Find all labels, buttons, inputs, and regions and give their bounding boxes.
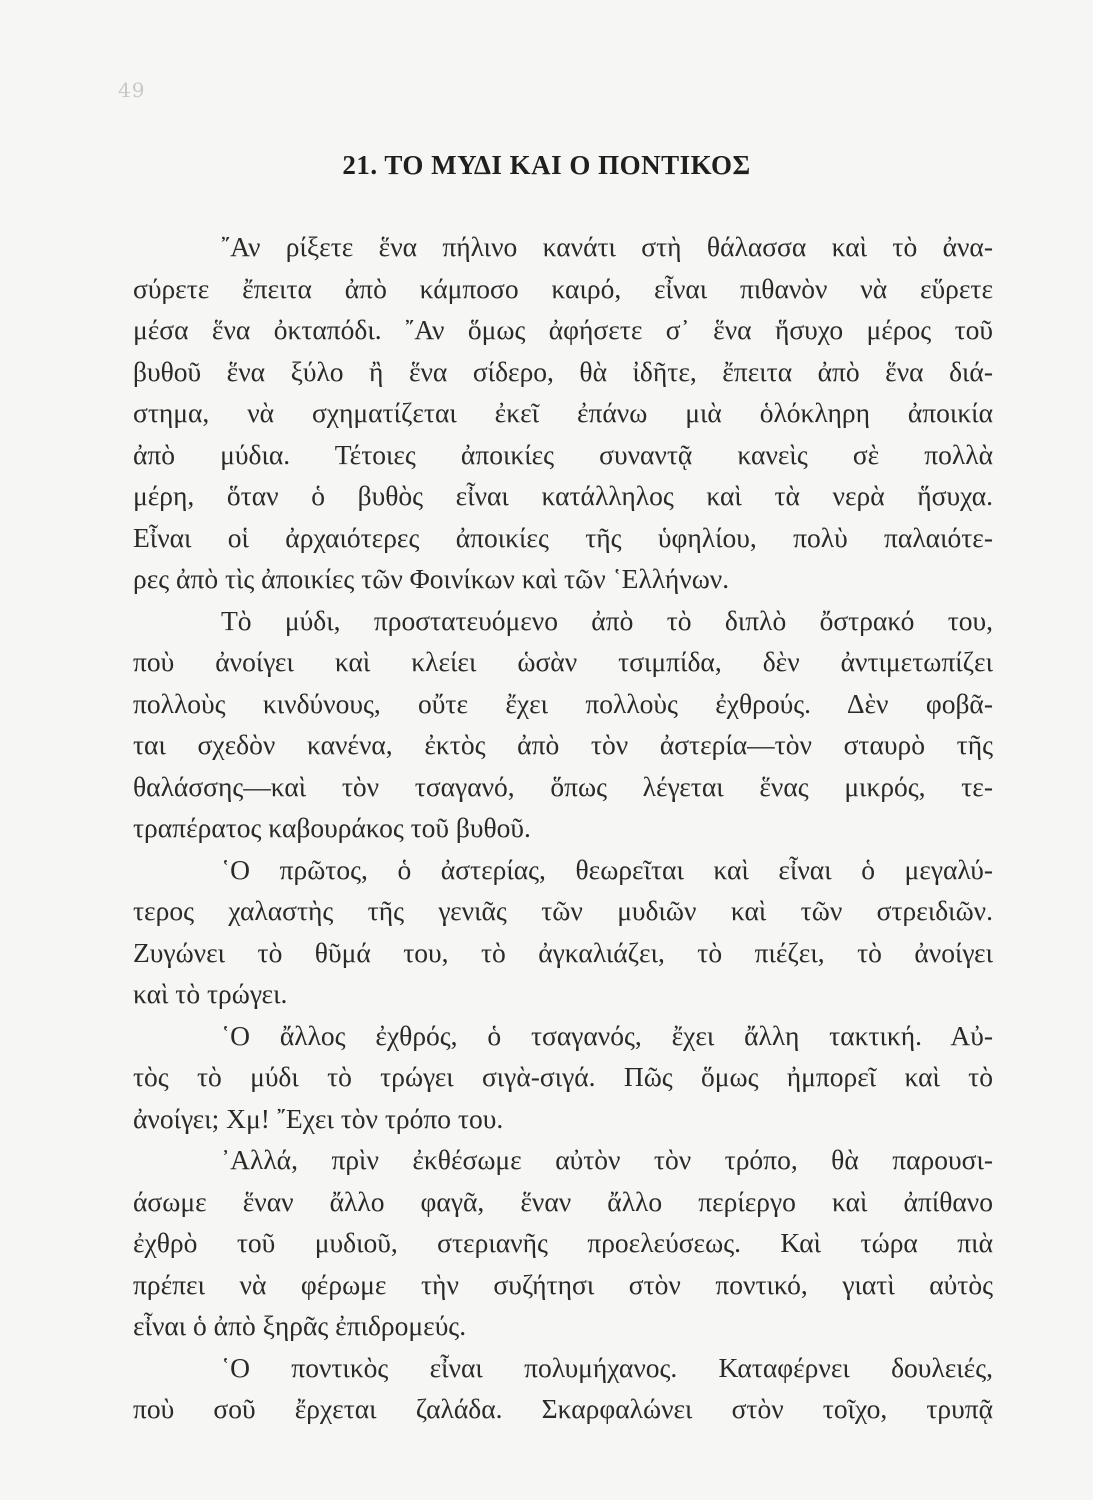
text-line: Τὸ μύδι, προστατευόμενο ἀπὸ τὸ διπλὸ ὄστρακό του,: [221, 604, 993, 636]
text-line: ῾Ο ποντικὸς εἶναι πολυμήχανος. Καταφέρνει δουλειές,: [221, 1351, 993, 1383]
text-line: άσωμε ἕναν ἄλλο φαγᾶ, ἕναν ἄλλο περίεργο καὶ ἀπίθανο: [133, 1185, 993, 1217]
paragraph: [133, 600, 993, 849]
chapter-title: 21. ΤΟ ΜΥΔΙ ΚΑΙ Ο ΠΟΝΤΙΚΟΣ: [342, 150, 751, 180]
text-line: πολλοὺς κινδύνους, οὔτε ἔχει πολλοὺς ἐχθρούς. Δὲν φοβᾶ-: [133, 687, 993, 719]
text-line: τραπέρατος καβουράκος τοῦ βυθοῦ.: [133, 812, 531, 843]
text-line: θαλάσσης—καὶ τὸν τσαγανό, ὅπως λέγεται ἕνας μικρός, τε-: [133, 770, 993, 802]
text-line: ῎Αν ρίξετε ἕνα πήλινο κανάτι στὴ θάλασσα καὶ τὸ ἀνα-: [221, 231, 993, 262]
text-line: ᾽Αλλά, πρὶν ἐκθέσωμε αὐτὸν τὸν τρόπο, θὰ παρουσι-: [221, 1144, 993, 1175]
text-line: ται σχεδὸν κανένα, ἐκτὸς ἀπὸ τὸν ἀστερία—τὸν σταυρὸ τῆς: [133, 729, 993, 760]
page-number: 49: [118, 78, 146, 102]
text-line: βυθοῦ ἕνα ξύλο ἢ ἕνα σίδερο, θὰ ἰδῆτε, ἔπειτα ἀπὸ ἕνα διά-: [133, 355, 993, 387]
text-line: καὶ τὸ τρώγει.: [133, 978, 288, 1009]
text-line: Εἶναι οἱ ἀρχαιότερες ἀποικίες τῆς ὑφηλίου, πολὺ παλαιότε-: [133, 521, 993, 553]
text-line: Ζυγώνει τὸ θῦμά του, τὸ ἀγκαλιάζει, τὸ πιέζει, τὸ ἀνοίγει: [133, 936, 993, 968]
text-line: ἐχθρὸ τοῦ μυδιοῦ, στεριανῆς προελεύσεως. Καὶ τώρα πιὰ: [133, 1227, 993, 1258]
text-line: ποὺ ἀνοίγει καὶ κλείει ὡσὰν τσιμπίδα, δὲν ἀντιμετωπίζει: [133, 646, 993, 677]
paragraph: [133, 1015, 993, 1140]
text-line: εἶναι ὁ ἀπὸ ξηρᾶς ἐπιδρομεύς.: [133, 1310, 467, 1341]
text-line: ἀνοίγει; Χμ! ῎Εχει τὸν τρόπο του.: [133, 1102, 504, 1134]
body-text: [133, 226, 993, 1430]
paragraph: [133, 849, 993, 1015]
text-line: σύρετε ἔπειτα ἀπὸ κάμποσο καιρό, εἶναι πιθανὸν νὰ εὕρετε: [133, 272, 993, 304]
text-line: πρέπει νὰ φέρωμε τὴν συζήτησι στὸν ποντικό, γιατὶ αὐτὸς: [133, 1268, 993, 1300]
text-line: μέσα ἕνα ὀκταπόδι. ῎Αν ὅμως ἀφήσετε σ᾽ ἕνα ἥσυχο μέρος τοῦ: [133, 314, 993, 345]
text-line: ἀπὸ μύδια. Τέτοιες ἀποικίες συναντᾷ κανεὶς σὲ πολλὰ: [133, 438, 993, 470]
paragraph: [133, 226, 993, 600]
text-line: ῾Ο ἄλλος ἐχθρός, ὁ τσαγανός, ἔχει ἄλλη τακτική. Αὐ-: [221, 1019, 993, 1051]
text-line: ρες ἀπὸ τὶς ἀποικίες τῶν Φοινίκων καὶ τῶν ῾Ελλήνων.: [133, 563, 730, 594]
text-line: ποὺ σοῦ ἔρχεται ζαλάδα. Σκαρφαλώνει στὸν τοῖχο, τρυπᾷ: [133, 1393, 993, 1424]
text-line: μέρη, ὅταν ὁ βυθὸς εἶναι κατάλληλος καὶ τὰ νερὰ ἥσυχα.: [133, 480, 993, 511]
text-line: τὸς τὸ μύδι τὸ τρώγει σιγὰ-σιγά. Πῶς ὅμως ἠμπορεῖ καὶ τὸ: [133, 1061, 993, 1092]
paragraph: [133, 1139, 993, 1347]
text-line: τερος χαλαστὴς τῆς γενιᾶς τῶν μυδιῶν καὶ τῶν στρειδιῶν.: [133, 895, 993, 926]
paragraph: [133, 1347, 993, 1430]
text-line: στημα, νὰ σχηματίζεται ἐκεῖ ἐπάνω μιὰ ὁλόκληρη ἀποικία: [133, 397, 993, 428]
text-line: ῾Ο πρῶτος, ὁ ἀστερίας, θεωρεῖται καὶ εἶναι ὁ μεγαλύ-: [221, 853, 993, 885]
